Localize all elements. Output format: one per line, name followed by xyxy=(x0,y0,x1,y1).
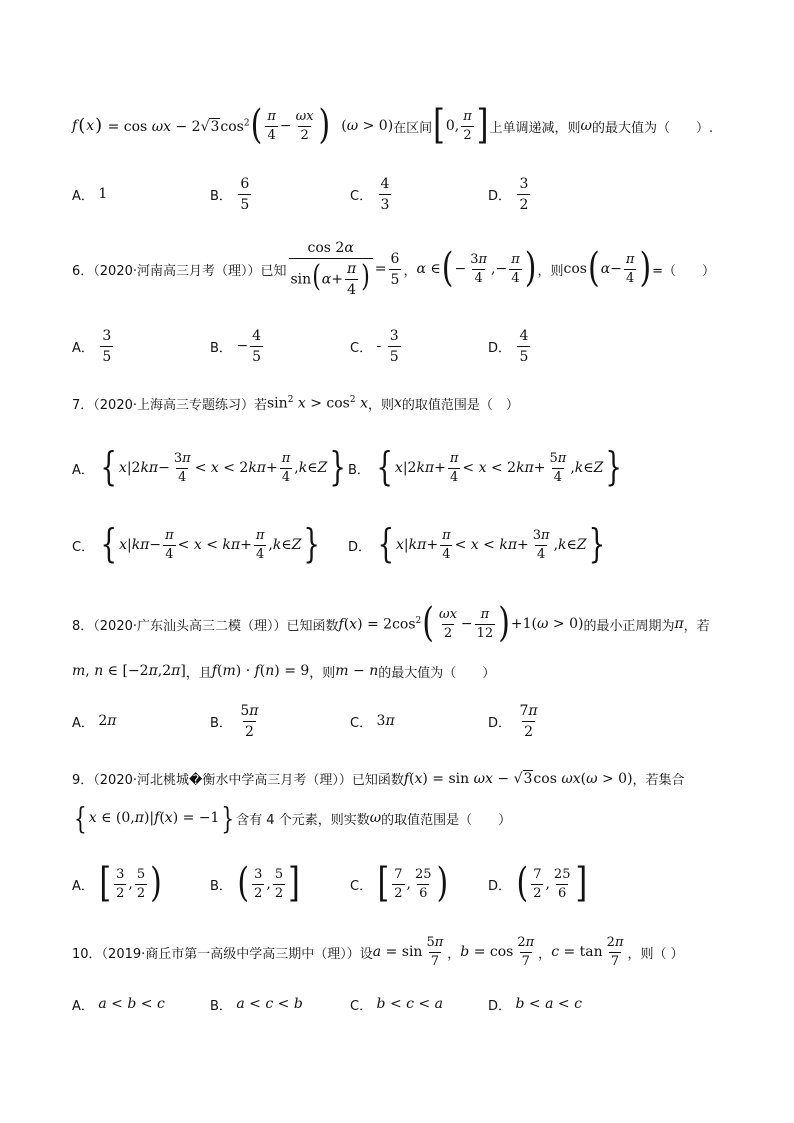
q7-stem: 7．（2020·上海高三专题练习）若 $\sin^2 x > \cos^2 x$ ，则 x 的取值范围是（ ） xyxy=(72,394,519,413)
q5-options xyxy=(72,174,732,214)
q8-option-d[interactable]: D． $\frac{7\pi}{2}$ xyxy=(488,702,538,740)
q6-option-d[interactable]: D． $\frac{4}{5}$ xyxy=(488,327,529,365)
q8-line2-mid: ，且 xyxy=(185,665,212,681)
q6-text-end: =（ ） xyxy=(652,263,716,279)
q6-options xyxy=(72,326,732,366)
q10-prefix: 10．（2019·商丘市第一高级中学高三期中（理））设 xyxy=(72,946,373,962)
q9-stem: 9．（2020·河北桃城�衡水中学高三月考（理））已知函数 f(x) = sin ωx − √3cos ωx(ω > 0) ，若集合 xyxy=(72,770,685,788)
q7-option-b[interactable]: B． { x |2 kπ + $\frac{\pi}{4}$ < x < 2 kπ + $\frac{5\pi}{4}$ , k ∈ Z } xyxy=(348,445,622,491)
q9-text-end: ，若集合 xyxy=(632,772,685,788)
q9-option-a[interactable]: A． [ $\frac{3}{2}$ , $\frac{5}{2}$ ) xyxy=(72,859,162,907)
q7-options-row1 xyxy=(72,446,732,490)
q5-option-d[interactable]: D． $\frac{3}{2}$ xyxy=(488,175,529,213)
q7-option-a[interactable]: A． { x |2 kπ − $\frac{3\pi}{4}$ < x < 2 kπ + $\frac{\pi}{4}$ , k ∈ Z } xyxy=(72,445,346,491)
q9-line2-end: 含有 4 个元素，则实数 xyxy=(236,812,370,828)
q6-prefix: 6．（2020·河南高三月考（理））已知 xyxy=(72,263,287,279)
q8-option-c[interactable]: C． 3 π xyxy=(350,713,395,731)
q9-stem-line2: { x ∈ (0,π)|f(x) = −1 } 含有 4 个元素，则实数 ω 的取值范围是（ ） xyxy=(74,800,512,836)
q8-option-a[interactable]: A． 2 π xyxy=(72,713,117,731)
q10-option-c[interactable]: C． b < c < a xyxy=(350,996,443,1014)
q10-option-a[interactable]: A． a < b < c xyxy=(72,996,165,1014)
q8-stem: 8．（2020·广东汕头高三二模（理））已知函数 $f(x) = 2\cos^2$ ( $\frac{\omega x}{2}$ − $\frac{\pi}{12}$ ) +1(ω > 0) 的最小正周期为 π ，若 xyxy=(72,599,710,647)
q8-options xyxy=(72,700,732,742)
q7-prefix: 7．（2020·上海高三专题练习）若 xyxy=(72,397,267,413)
q7-text-mid: ，则 xyxy=(367,397,394,413)
q9-option-d[interactable]: D． ( $\frac{7}{2}$ , $\frac{25}{6}$ ] xyxy=(488,859,588,907)
q5-option-b[interactable]: B． $\frac{6}{5}$ xyxy=(210,175,250,213)
q5-text-mid: 在区间 xyxy=(393,120,433,136)
q6-option-c[interactable]: C． - $\frac{3}{5}$ xyxy=(350,327,399,365)
q8-text-mid: 的最小正周期为 xyxy=(583,618,675,634)
q10-option-b[interactable]: B． a < c < b xyxy=(210,996,303,1014)
q7-option-c[interactable]: C． { x | kπ − $\frac{\pi}{4}$ < x < kπ + $\frac{\pi}{4}$ , k ∈ Z } xyxy=(72,522,320,568)
q5-text-end2: 的最大值为（ ）. xyxy=(591,120,714,136)
q7-options-row2 xyxy=(72,523,732,567)
q10-stem: 10．（2019·商丘市第一高级中学高三期中（理））设 a = sin $\frac{5\pi}{7}$ ， b = cos $\frac{2\pi}{7}$ ， c = tan $\frac{2\pi}{7}$ ，则（ ） xyxy=(72,934,684,969)
q8-stem-line2: m, n ∈ [−2π,2π] ，且 f(m) · f(n) = 9 ，则 m − n 的最大值为（ ） xyxy=(72,663,496,681)
q7-option-d[interactable]: D． { x | kπ + $\frac{\pi}{4}$ < x < kπ + $\frac{3\pi}{4}$ , k ∈ Z } xyxy=(348,522,606,568)
q7-text-end: 的取值范围是（ ） xyxy=(401,397,519,413)
q9-option-b[interactable]: B． ( $\frac{3}{2}$ , $\frac{5}{2}$ ] xyxy=(210,859,300,907)
q8-line2-mid2: ，则 xyxy=(309,665,336,681)
q6-text-mid: ，则 xyxy=(537,263,564,279)
q5-option-c[interactable]: C． $\frac{4}{3}$ xyxy=(350,175,390,213)
q8-prefix: 8．（2020·广东汕头高三二模（理））已知函数 xyxy=(72,618,339,634)
q5-option-a[interactable]: A． 1 xyxy=(72,186,108,204)
q9-prefix: 9．（2020·河北桃城�衡水中学高三月考（理））已知函数 xyxy=(72,772,404,788)
q8-text-end: ，若 xyxy=(683,618,710,634)
q10-options xyxy=(72,992,732,1016)
q9-line2-end2: 的取值范围是（ ） xyxy=(381,812,512,828)
q5-stem: f ( x ) = $\cos \omega x - 2√3\cos^2$ ( $\frac{\pi}{4}$ − $\frac{\omega x}{2}$ ) (ω > 0) 在区间 [ 0, $\frac{\pi}{2}$ ] 上单调递减，则 ω 的最大值为（ ）. xyxy=(72,101,714,149)
q6-option-b[interactable]: B． − $\frac{4}{5}$ xyxy=(210,327,262,365)
q9-option-c[interactable]: C． [ $\frac{7}{2}$ , $\frac{25}{6}$ ) xyxy=(350,859,449,907)
q10-text-end: ，则（ ） xyxy=(627,946,684,962)
q5-text-end: 上单调递减，则 xyxy=(489,120,581,136)
q6-option-a[interactable]: A． $\frac{3}{5}$ xyxy=(72,327,112,365)
q10-option-d[interactable]: D． b < a < c xyxy=(488,996,582,1014)
q8-line2-end: 的最大值为（ ） xyxy=(378,665,496,681)
q8-option-b[interactable]: B． $\frac{5\pi}{2}$ xyxy=(210,702,259,740)
q9-options xyxy=(72,859,732,907)
q6-stem: 6．（2020·河南高三月考（理））已知 cos 2α sin(α+ $\frac{\pi}{4}$ ) = $\frac{6}{5}$ ， α ∈ ( − $\frac{3\pi}{4}$ ,− $\frac{\pi}{4}$ ) ，则 cos ( α − $\frac{\pi}{4}$ ) =（ ） xyxy=(72,240,716,298)
